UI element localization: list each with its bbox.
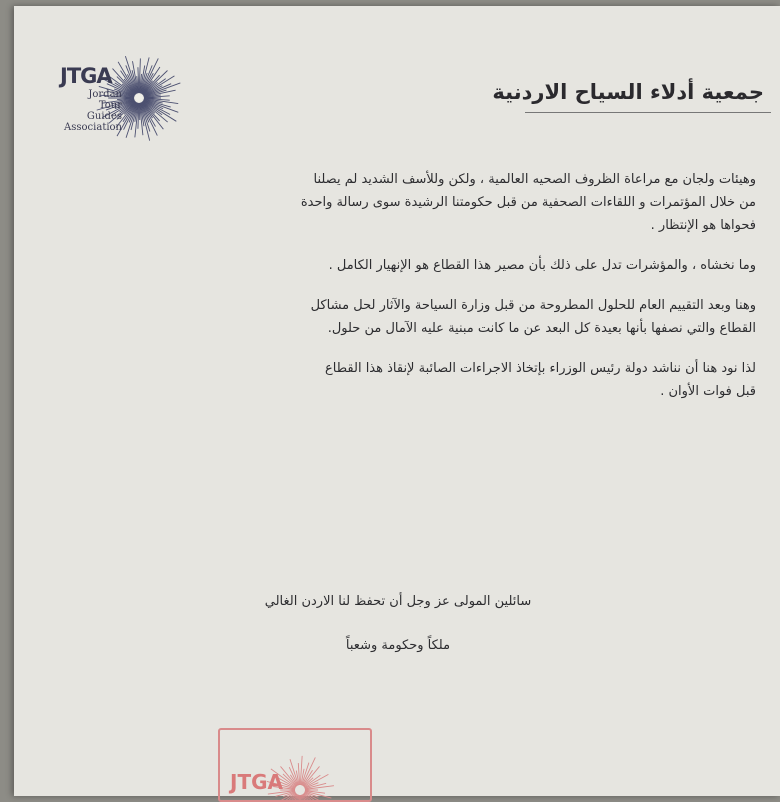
paragraph-2 <box>94 254 756 277</box>
paragraph-line: لذا نود هنا أن نناشد دولة رئيس الوزراء بإتخاذ الاجراءات الصائبة لإنقاذ هذا القطاع <box>325 361 756 376</box>
paragraph-3 <box>94 294 756 340</box>
organization-name: جمعية أدلاء السياح الاردنية <box>492 80 764 104</box>
paragraph-line: وهنا وبعد التقييم العام للحلول المطروحة من قبل وزارة السياحة والآثار لحل مشاكل <box>310 298 756 313</box>
closing-signoff: ملكاً وحكومة وشعباً <box>345 638 451 653</box>
official-stamp <box>218 728 372 802</box>
paragraph-line: وما نخشاه ، والمؤشرات تدل على ذلك بأن مصير هذا القطاع هو الإنهيار الكامل . <box>328 258 756 273</box>
logo-letters: JTGA <box>60 64 112 88</box>
logo-line-1: Jordan <box>88 89 122 100</box>
paragraph-1 <box>94 168 756 237</box>
letter-page <box>14 6 780 796</box>
paragraph-line: قبل فوات الأوان . <box>660 384 756 399</box>
paragraph-line: من خلال المؤتمرات و اللقاءات الصحفية من قبل حكومتنا الرشيدة سوى رسالة واحدة <box>300 195 756 210</box>
paragraph-line: فحواها هو الإنتظار . <box>650 218 756 233</box>
closing-prayer: سائلين المولى عز وجل أن تحفظ لنا الاردن الغالي <box>264 594 532 609</box>
logo-line-2: Tour <box>98 100 122 111</box>
logo-line-4: Association <box>64 122 122 133</box>
jtga-logo <box>44 56 194 156</box>
letter-body <box>94 168 756 420</box>
paragraph-line: القطاع والتي نصفها بأنها بعيدة كل البعد عن ما كانت مبنية عليه الآمال من حلول. <box>327 321 756 336</box>
paragraph-4 <box>94 357 756 403</box>
header-divider <box>525 112 771 113</box>
paragraph-line: وهيئات ولجان مع مراعاة الظروف الصحيه العالمية ، ولكن وللأسف الشديد لم يصلنا <box>313 172 756 187</box>
logo-line-3: Guides <box>86 111 122 122</box>
stamp-letters: JTGA <box>230 770 283 794</box>
